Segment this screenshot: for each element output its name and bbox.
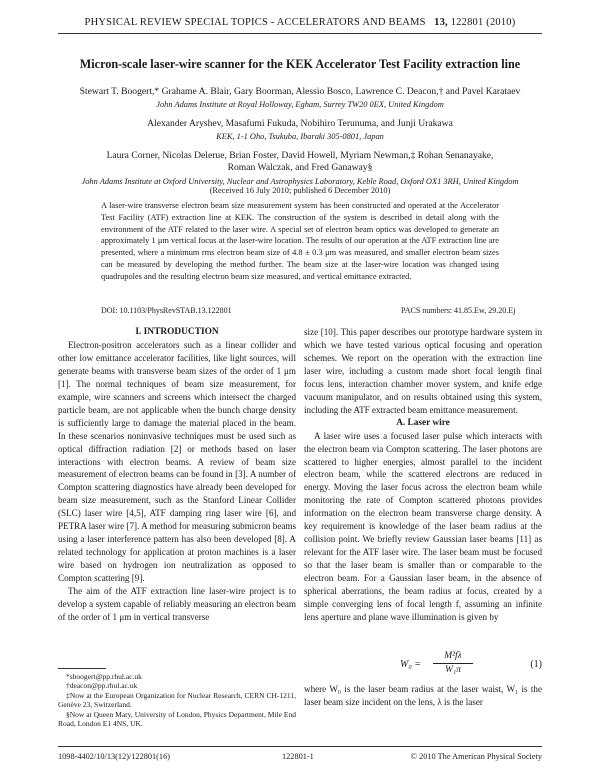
equation-denominator: W₁π	[445, 665, 461, 675]
author-group-3b: Roman Walczak, and Fred Ganaway§	[227, 162, 373, 173]
footnote-rule	[58, 668, 106, 669]
equation-fraction	[433, 650, 473, 677]
abstract: A laser-wire transverse electron beam size measurement system has been constructed and operated at the Accelerator Test Facility (ATF) extraction line at KEK. The construction of the system is described in detail along with the environment of the ATF related to the laser wire. A special set of electron beam optics was developed to generate an approximately 1 μm vertical focus at the laser-wire location. The results of our operation at the ATF extraction line are presented, where a minimum rms electron beam size of 4.8 ± 0.3 μm was measured, and smaller electron beam sizes can be measured by developing the method further. The beam size at the laser-wire location was changed using quadrupoles and the resulting electron beam size measured, and vertical emittance extracted.	[101, 201, 499, 281]
author-group-2: Alexander Aryshev, Masafumi Fukuda, Nobihiro Terunuma, and Junji Urakawa	[147, 118, 453, 129]
author-group-1: Stewart T. Boogert,* Grahame A. Blair, Gary Boorman, Alessio Bosco, Lawrence C. Deacon,† and Pavel Karataev	[79, 86, 521, 97]
left-column	[58, 326, 296, 624]
running-head	[58, 17, 542, 28]
affiliation-1: John Adams Institute at Royal Holloway, Egham, Surrey TW20 0EX, United Kingdom	[156, 100, 444, 109]
footer-rule	[58, 746, 542, 747]
footnote-email-1[interactable]: *sboogert@pp.rhul.ac.uk	[66, 672, 142, 681]
paper-title: Micron-scale laser-wire scanner for the KEK Accelerator Test Facility extraction line	[79, 57, 521, 71]
footer-issn: 1098-4402/10/13(12)/122801(16)	[58, 752, 170, 761]
pacs-numbers: PACS numbers: 41.85.Ew, 29.20.Ej	[401, 306, 516, 315]
equation-numerator: M²fλ	[433, 650, 473, 664]
subsection-heading: A. Laser wire	[396, 417, 450, 428]
equation-number: (1)	[530, 659, 542, 670]
footer-copyright: © 2010 The American Physical Society	[410, 752, 542, 761]
footnote-cern: ‡Now at the European Organization for Nuclear Research, CERN CH-1211, Genève 23, Switzerland.	[58, 690, 296, 710]
article-number: 122801 (2010)	[450, 17, 516, 28]
section-heading: I. INTRODUCTION	[135, 327, 219, 337]
equation-followup-paragraph: where W₀ is the laser beam radius at the laser waist, W₁ is the laser beam size incident on the lens, λ is the laser	[304, 684, 542, 707]
laser-wire-paragraph: A laser wire uses a focused laser pulse which interacts with the electron beam via Compton scattering. The laser photons are scattered to higher energies, almost parallel to the incident electron beam, while the scattered electrons are reduced in energy. Moving the laser focus across the electron beam while monitoring the rate of Compton scattered photons provides information on the electron beam transverse charge density. A key requirement is knowledge of the laser beam radius at the collision point. We briefly review Gaussian laser beams [11] as relevant for the ATF laser wire. The laser beam must be focused so that the laser beam is smaller than or comparable to the electron beam. For a Gaussian laser beam, in the absence of spherical aberrations, the beam radius at focus, created by a simple converging lens of focal length f, assuming an infinite lens aperture and plane wave illumination is given by	[304, 430, 542, 622]
footnote-qmul: §Now at Queen Mary, University of London, Physics Department, Mile End Road, London E1 4NS, UK.	[58, 709, 296, 729]
footnotes	[58, 672, 296, 728]
equation-1	[304, 650, 542, 678]
right-paragraph-1: size [10]. This paper describes our prototype hardware system in which we have tested various optical focusing and operation schemes. We report on the operation with the extraction line laser wire, including a custom made short focal length final focus lens, interaction chamber mover system, and knife edge vacuum manipulator, and on results obtained using this system, including the ATF extracted beam emittance measurement.	[304, 327, 542, 415]
received-dates: (Received 16 July 2010; published 6 December 2010)	[209, 186, 391, 195]
intro-paragraph-2: The aim of the ATF extraction line laser-wire project is to develop a system capable of reliably measuring an electron beam of the order of 1 μm in vertical transverse	[58, 586, 296, 622]
right-column-continued	[304, 683, 542, 709]
journal-name: PHYSICAL REVIEW SPECIAL TOPICS - ACCELERATORS AND BEAMS	[84, 17, 426, 28]
equation-lhs: W₀ =	[400, 659, 422, 670]
right-column	[304, 326, 542, 624]
affiliation-2: KEK, 1-1 Oho, Tsukuba, Ibaraki 305-0801, Japan	[216, 132, 384, 141]
header-rule	[58, 33, 542, 34]
author-group-3a: Laura Corner, Nicolas Delerue, Brian Foster, David Howell, Myriam Newman,‡ Rohan Senanayake,	[106, 150, 494, 161]
volume: 13,	[434, 17, 448, 28]
intro-paragraph-1: Electron-positron accelerators such as a linear collider and other low emittance accelerator facilities, like light sources, will generate beams with transverse beam sizes of the order of 1 μm [1]. The normal techniques of beam size measurement, for example, wire scanners and screens which intersect the charged particle beam, are not applicable when the bunch charge density is sufficiently large to damage the material placed in the beam. In these scenarios noninvasive techniques must be used such as optical diffraction radiation [2] or methods based on laser interactions with electron beams. A review of beam size measurement of electron beams can be found in [3]. A number of Compton scattering diagnostics have already been developed for beam size measurement, such as the Stanford Linear Collider (SLC) laser wire [4,5], ATF damping ring laser wire [6], and PETRA laser wire [7]. A method for measuring submicron beams using a laser interference pattern has also been developed [8]. A related technology for application at proton machines is a laser wire based on hydrogen ion neutralization as opposed to Compton scattering [9].	[58, 339, 296, 584]
affiliation-3: John Adams Institute at Oxford University, Nuclear and Astrophysics Laboratory, Keble Road, Oxford OX1 3RH, United Kingdom	[81, 177, 519, 186]
footer-page-number: 122801-1	[282, 752, 314, 761]
footnote-email-2[interactable]: †deacon@pp.rhul.ac.uk	[66, 681, 138, 691]
doi-link[interactable]: DOI: 10.1103/PhysRevSTAB.13.122801	[101, 306, 232, 315]
